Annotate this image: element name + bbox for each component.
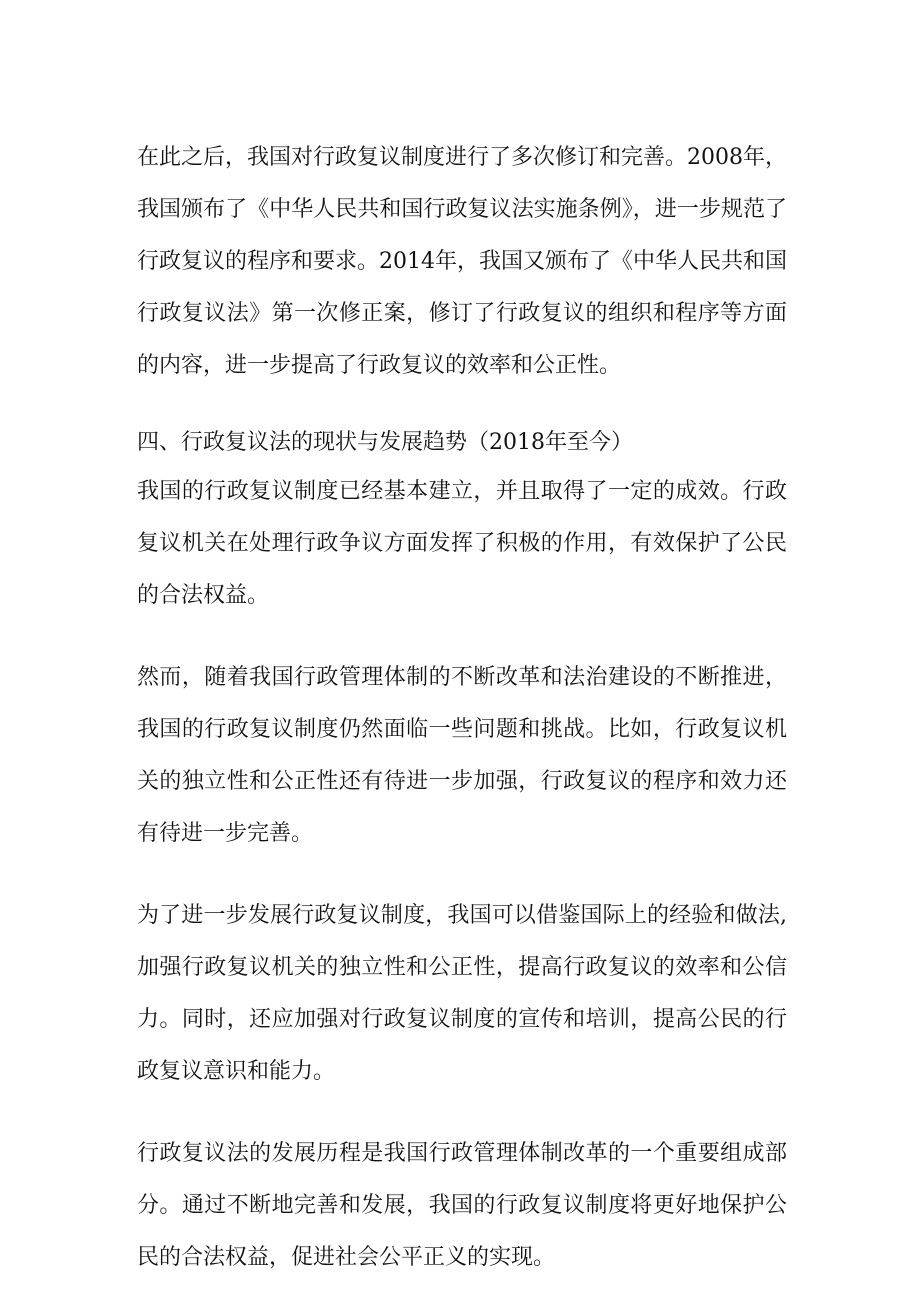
paragraph-revisions: 在此之后，我国对行政复议制度进行了多次修订和完善。2008年，我国颁布了《中华人民共和国行政复议法实施条例》，进一步规范了行政复议的程序和要求。2014年，我国又颁布了《中华人民共和国行政复议法》第一次修正案，修订了行政复议的组织和程序等方面的内容，进一步提高了行政复议的效率和公正性。 [137,145,787,378]
section-heading-current-status: 四、行政复议法的现状与发展趋势（2018年至今） [137,430,633,455]
document-body [137,132,787,1284]
paragraph-current-status: 我国的行政复议制度已经基本建立，并且取得了一定的成效。行政复议机关在处理行政争议方面发挥了积极的作用，有效保护了公民的合法权益。 [137,479,787,608]
paragraph-challenges: 然而，随着我国行政管理体制的不断改革和法治建设的不断推进，我国的行政复议制度仍然面临一些问题和挑战。比如，行政复议机关的独立性和公正性还有待进一步加强，行政复议的程序和效力还有待进一步完善。 [137,665,787,846]
paragraph-development: 为了进一步发展行政复议制度，我国可以借鉴国际上的经验和做法,加强行政复议机关的独立性和公正性，提高行政复议的效率和公信力。同时，还应加强对行政复议制度的宣传和培训，提高公民的行政复议意识和能力。 [137,903,787,1084]
paragraph-conclusion: 行政复议法的发展历程是我国行政管理体制改革的一个重要组成部分。通过不断地完善和发展，我国的行政复议制度将更好地保护公民的合法权益，促进社会公平正义的实现。 [137,1141,787,1270]
